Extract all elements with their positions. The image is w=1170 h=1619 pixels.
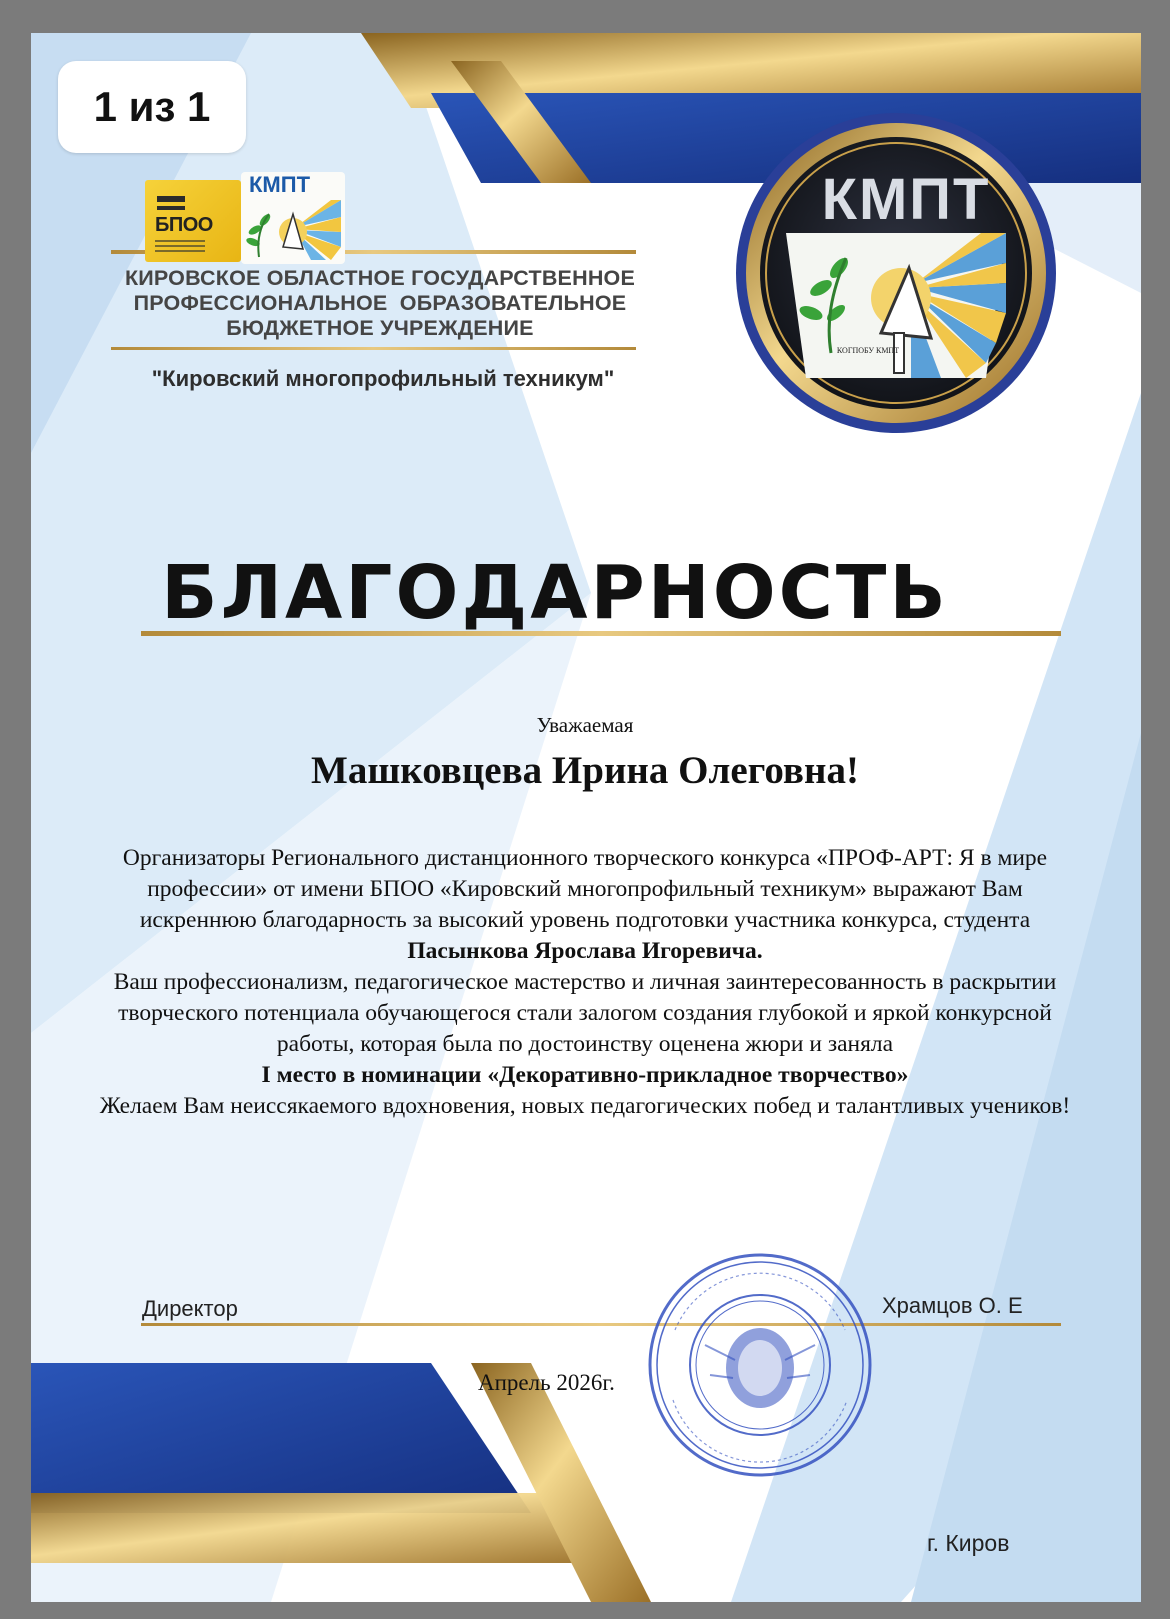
recipient-name: Машковцева Ирина Олеговна! (311, 749, 859, 792)
student-name: Пасынкова Ярослава Игоревича. (407, 938, 763, 964)
body-paragraph-2: Ваш профессионализм, педагогическое мастерство и личная заинтересованность в раскрытии творческого потенциала обучающегося стали залогом создания глубокой и яркой конкурсной работы, которая была по достоинству оценена жюри и заняла (113, 969, 1057, 1057)
signature-role: Директор (142, 1296, 238, 1321)
organization-line-3: БЮДЖЕТНОЕ УЧРЕЖДЕНИЕ (226, 316, 534, 340)
bpoo-logo-text: БПОО (155, 214, 213, 236)
kmpt-small-logo-text: КМПТ (249, 172, 311, 197)
kmpt-small-logo (241, 172, 345, 264)
award-line: I место в номинации «Декоративно-прикладное творчество» (261, 1062, 909, 1088)
organization-name: "Кировский многопрофильный техникум" (151, 366, 615, 391)
emblem-title: КМПТ (821, 167, 991, 232)
bpoo-logo (145, 180, 241, 262)
page-counter: 1 из 1 (58, 61, 246, 153)
kmpt-small-emblem-icon (241, 172, 345, 264)
emblem-caption: КОГПОБУ КМПТ (836, 346, 900, 355)
body-paragraph-1: Организаторы Регионального дистанционного творческого конкурса «ПРОФ-АРТ: Я в мире профессии» от имени БПОО «Кировский многопрофильный техникум» выражают Вам искреннюю благодарность за высокий уровень подготовки участника конкурса, студента (122, 845, 1048, 933)
organization-line-1: КИРОВСКОЕ ОБЛАСТНОЕ ГОСУДАРСТВЕННОЕ (124, 266, 636, 290)
signature-name: Храмцов О. Е (882, 1293, 1023, 1318)
organization-header (105, 266, 655, 341)
document-date: Апрель 2026г. (478, 1370, 615, 1395)
organization-line-2: ПРОФЕССИОНАЛЬНОЕ ОБРАЗОВАТЕЛЬНОЕ (133, 291, 627, 315)
official-stamp (645, 1250, 875, 1480)
document-title: БЛАГОДАРНОСТЬ (161, 550, 949, 636)
body-text (90, 843, 1080, 1122)
document-city: г. Киров (927, 1530, 1010, 1556)
salutation: Уважаемая (536, 713, 634, 737)
body-paragraph-3: Желаем Вам неиссякаемого вдохновения, новых педагогических побед и талантливых учеников! (99, 1093, 1071, 1119)
